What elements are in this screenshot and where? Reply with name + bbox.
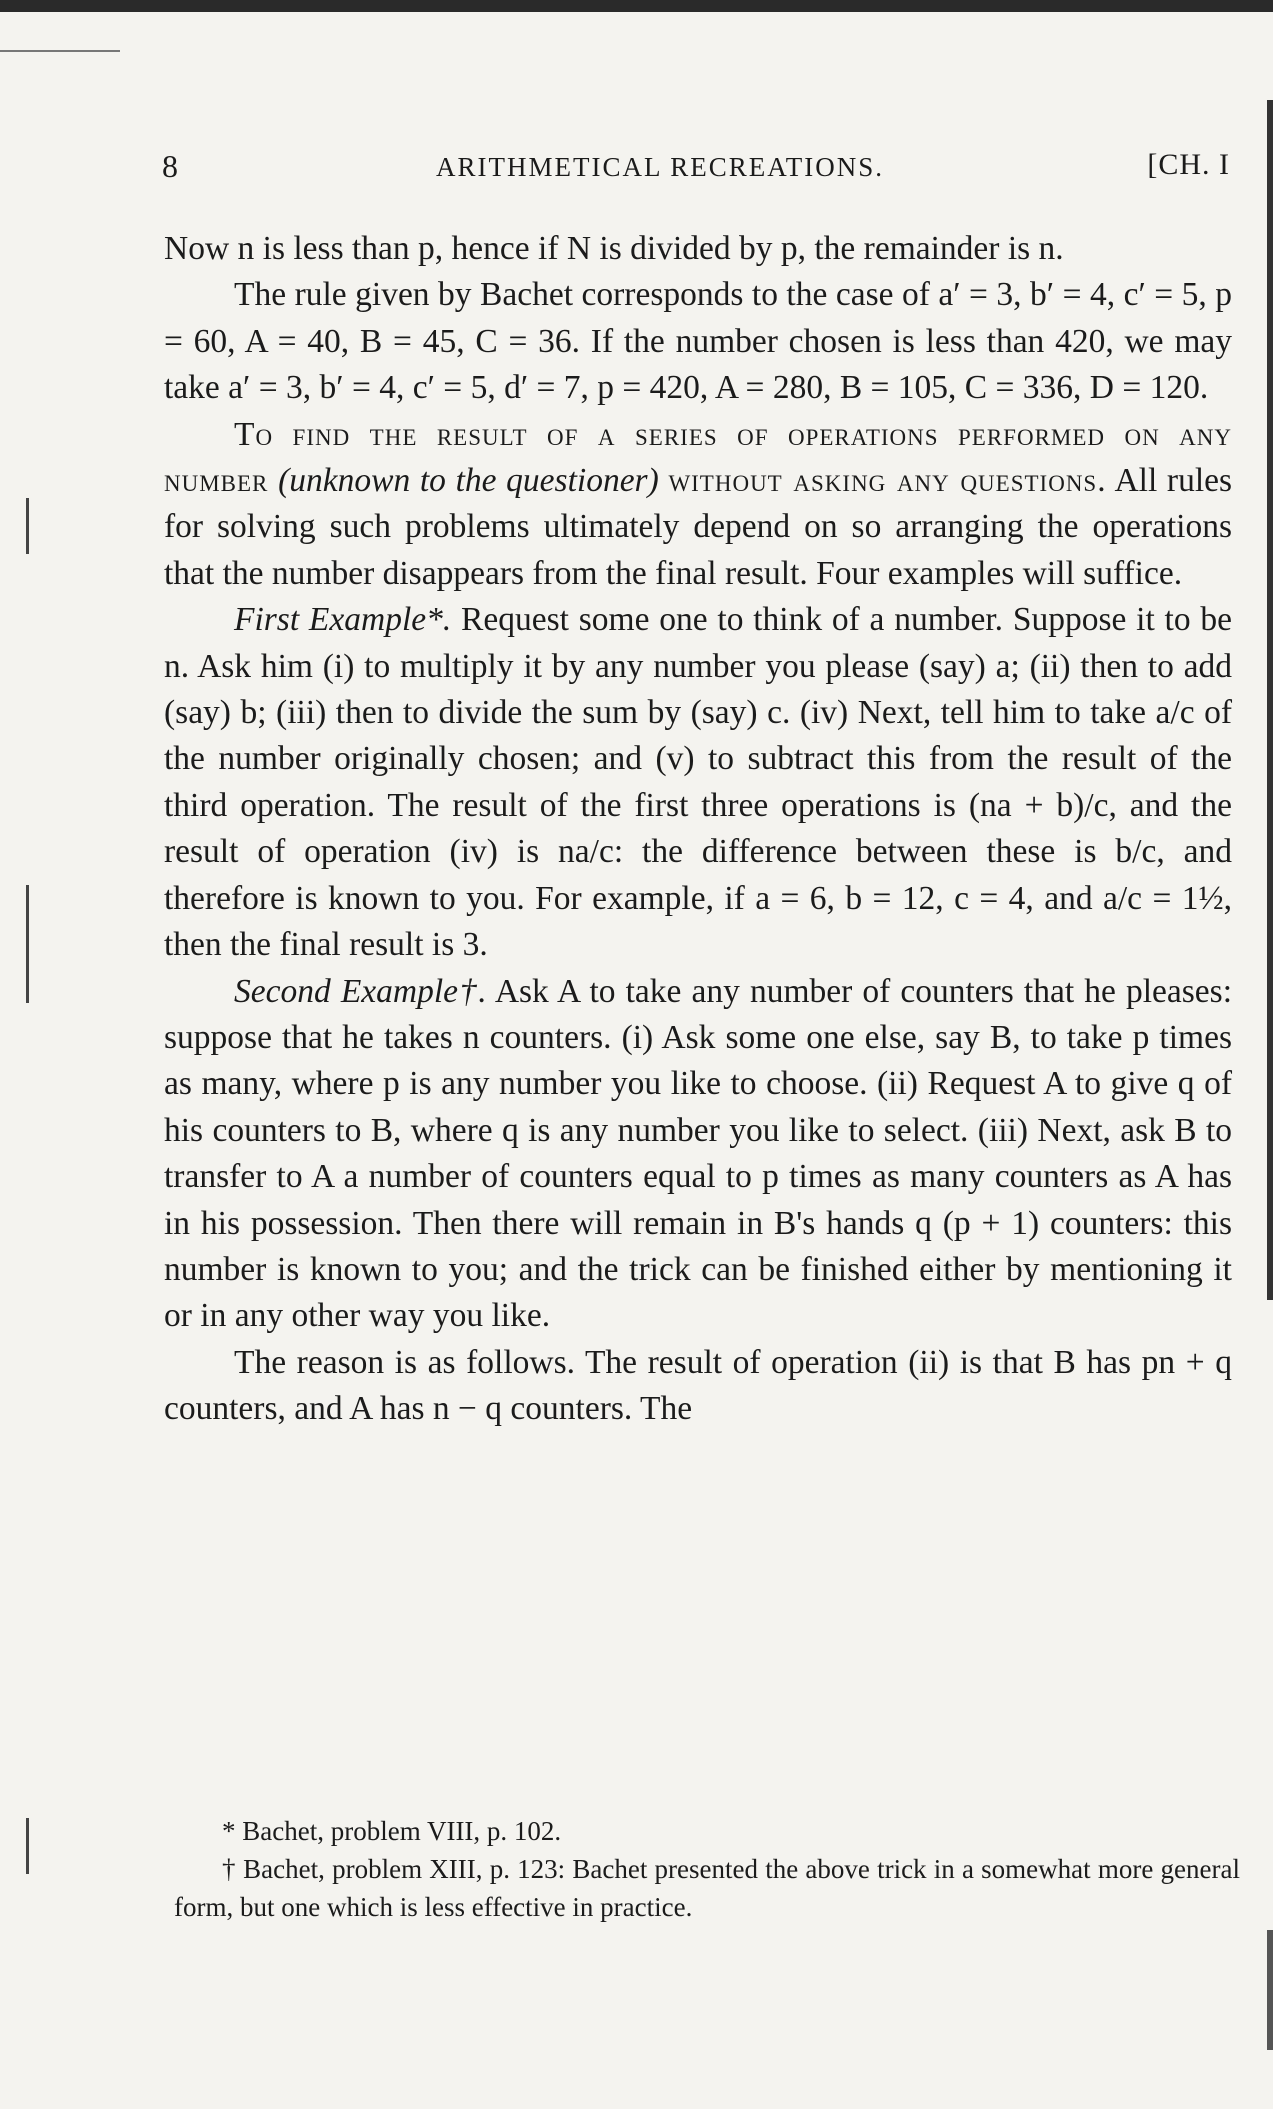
paragraph-text: Request some one to think of a number. Suppose it to be n. Ask him (i) to multiply it by any number you please (say) a; (ii) then to add (say) b; (iii) then to divide the sum by (say) c. (iv) Next, tell him to take a/c of the number originally chosen; and (v) to subtract this from the result of the third operation. The result of the first three operations is (na + b)/c, and the result of operation (iv) is na/c: the difference between these is b/c, and therefore is known to you. For example, if a = 6, b = 12, c = 4, and a/c = 1½, then the final result is 3. <box>164 601 1232 964</box>
paragraph <box>164 597 1232 968</box>
footnote: † Bachet, problem XIII, p. 123: Bachet presented the above trick in a somewhat more general form, but one which is less effective in practice. <box>174 1854 1240 1922</box>
scan-right-edge-lower <box>1267 1930 1273 2050</box>
chapter-mark: [CH. I <box>1147 148 1230 181</box>
body-text <box>164 226 1232 1433</box>
section-heading: To find the result of a series of operations performed on any number <box>164 415 1232 500</box>
paragraph <box>164 969 1232 1340</box>
paragraph-text: All rules for solving such problems ultimately depend on so arranging the operations that the number disappears from the final result. Four examples will suffice. <box>164 462 1233 592</box>
paragraph: The reason is as follows. The result of operation (ii) is that B has pn + q counters, and A has n − q counters. The <box>164 1343 1232 1428</box>
paragraph-text: Ask A to take any number of counters that he pleases: suppose that he takes n counters. (i) Ask some one else, say B, to take p times as many, where p is any number you like to choose. (ii) Request A to give q of his counters to B, where q is any number you like to select. (iii) Next, ask B to transfer to A a number of counters equal to p times as many counters as A has in his possession. Then there will remain in B's hands q (p + 1) counters: this number is known to you; and the trick can be finished either by mentioning it or in any other way you like. <box>164 972 1232 1335</box>
page-header <box>162 148 1230 188</box>
paragraph: Now n is less than p, hence if N is divided by p, the remainder is n. <box>164 230 1064 267</box>
scan-left-mark <box>26 498 29 554</box>
example-lead: Second Example†. <box>234 972 487 1010</box>
scan-left-mark <box>26 1818 29 1874</box>
example-lead: First Example*. <box>234 601 452 639</box>
scan-right-edge <box>1267 100 1273 1300</box>
scan-left-mark <box>26 885 29 1003</box>
footnote: * Bachet, problem VIII, p. 102. <box>222 1816 562 1846</box>
scan-top-edge <box>0 0 1273 12</box>
running-head: ARITHMETICAL RECREATIONS. <box>436 152 884 182</box>
heading-italic: (unknown to the questioner) <box>278 462 659 500</box>
footnotes <box>174 1812 1240 1926</box>
scan-mark <box>0 50 120 52</box>
section-heading-end: without asking any questions. <box>668 462 1107 500</box>
paragraph: The rule given by Bachet corresponds to the case of a′ = 3, b′ = 4, c′ = 5, p = 60, A = 40, B = 45, C = 36. If the number chosen is less than 420, we may take a′ = 3, b′ = 4, c′ = 5, d′ = 7, p = 420, A = 280, B = 105, C = 336, D = 120. <box>164 276 1232 407</box>
paragraph <box>164 412 1232 598</box>
page-number: 8 <box>162 148 178 184</box>
